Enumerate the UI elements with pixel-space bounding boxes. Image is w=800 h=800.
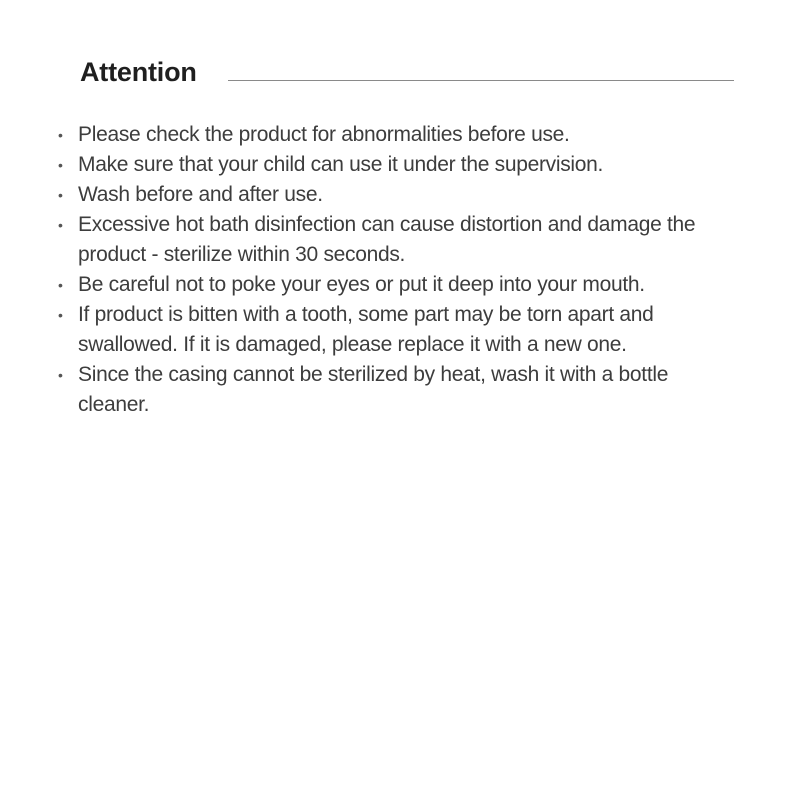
section-title: Attention xyxy=(80,57,197,87)
bullet-icon: • xyxy=(58,157,63,173)
list-item xyxy=(58,180,738,210)
bullet-icon: • xyxy=(58,277,63,293)
list-item-text: If product is bitten with a tooth, some part may be torn apart and swallowed. If it is damaged, please replace it with a new one. xyxy=(78,303,654,356)
list-item-text: Please check the product for abnormalities before use. xyxy=(78,123,570,146)
bullet-icon: • xyxy=(58,217,63,233)
list-item-text: Make sure that your child can use it under the supervision. xyxy=(78,153,604,176)
bullet-icon: • xyxy=(58,187,63,203)
list-item xyxy=(58,300,738,360)
list-item-text: Since the casing cannot be sterilized by heat, wash it with a bottle cleaner. xyxy=(78,363,669,416)
bullet-icon: • xyxy=(58,127,63,143)
bullet-icon: • xyxy=(58,307,63,323)
attention-list xyxy=(58,120,738,420)
list-item xyxy=(58,360,738,420)
list-item-text: Be careful not to poke your eyes or put it deep into your mouth. xyxy=(78,273,645,296)
title-divider xyxy=(228,80,734,81)
attention-header xyxy=(80,52,734,92)
list-item-text: Wash before and after use. xyxy=(78,183,323,206)
list-item xyxy=(58,270,738,300)
bullet-icon: • xyxy=(58,367,63,383)
list-item-text: Excessive hot bath disinfection can cause distortion and damage the product - sterilize within 30 seconds. xyxy=(78,213,696,266)
list-item xyxy=(58,120,738,150)
list-item xyxy=(58,150,738,180)
list-item xyxy=(58,210,738,270)
